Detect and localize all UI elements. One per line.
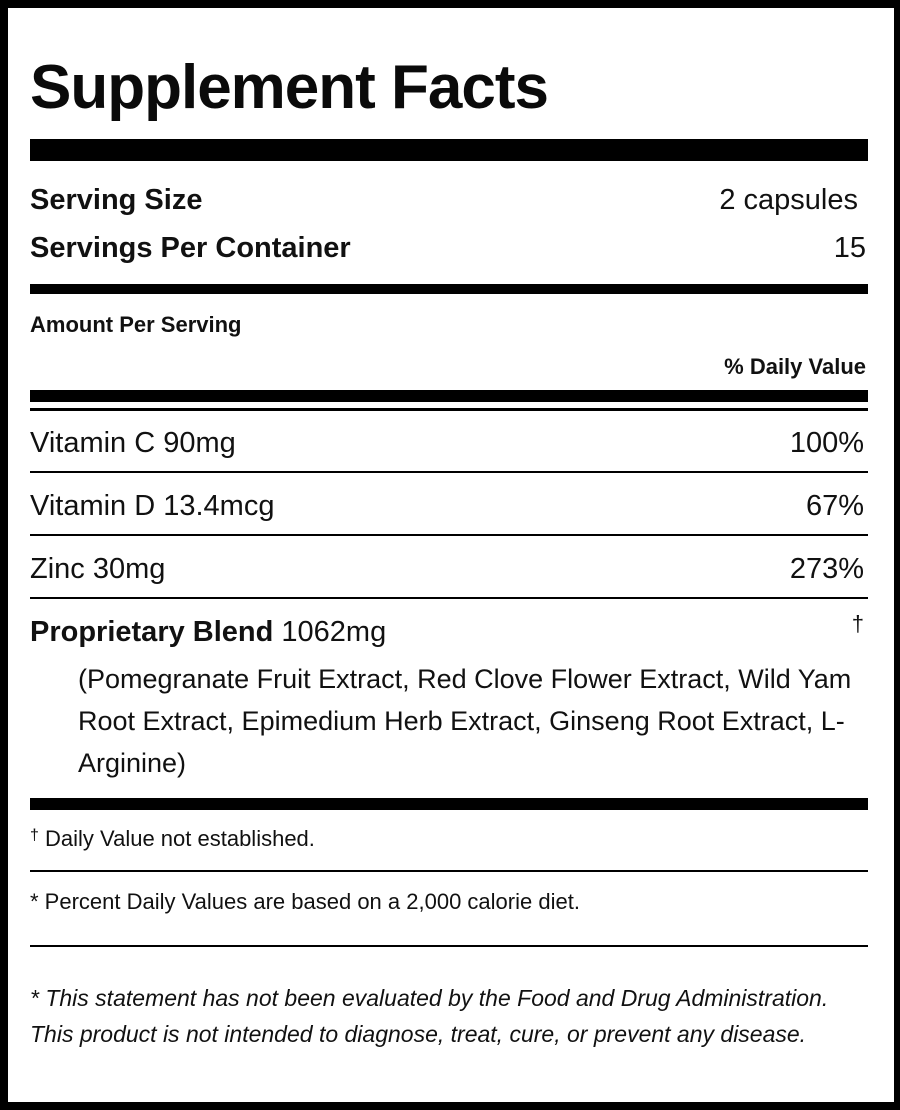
supplement-facts-panel: [8, 8, 894, 1102]
nutrient-name: Zinc 30mg: [30, 552, 166, 585]
blend-dagger-symbol: †: [851, 611, 864, 636]
nutrient-divider: [30, 471, 868, 473]
blend-name: Proprietary Blend: [30, 615, 274, 648]
thick-divider-top: [30, 139, 868, 161]
footnote-divider: [30, 945, 868, 947]
footnote-dagger: [30, 826, 868, 856]
serving-size-row: [30, 180, 868, 220]
blend-ingredients: (Pomegranate Fruit Extract, Red Clove Flower Extract, Wild Yam Root Extract, Epimedium Herb Extract, Ginseng Root Extract, L-Arginine): [78, 664, 852, 778]
nutrient-name: Vitamin D 13.4mcg: [30, 489, 275, 522]
page-title: Supplement Facts: [30, 53, 548, 122]
medium-divider: [30, 284, 868, 294]
thick-divider-bottom: [30, 798, 868, 810]
nutrient-name: Vitamin C 90mg: [30, 426, 236, 459]
thick-divider-nutrients: [30, 390, 868, 402]
daily-value-header-row: [30, 352, 868, 382]
nutrient-row: [30, 422, 868, 464]
servings-per-container-label: Servings Per Container: [30, 231, 351, 264]
fda-disclaimer: * This statement has not been evaluated by the Food and Drug Administration. This product is not intended to diagnose, treat, cure, or prevent any disease.: [30, 985, 829, 1047]
amount-per-serving-heading: Amount Per Serving: [30, 312, 242, 337]
servings-per-container-row: [30, 228, 868, 268]
thin-divider-nutrients: [30, 408, 868, 411]
nutrient-divider: [30, 534, 868, 536]
footnote-divider: [30, 870, 868, 872]
footnote-dagger-symbol: †: [30, 827, 39, 844]
blend-amount: 1062mg: [281, 615, 387, 648]
proprietary-blend-row: [30, 611, 868, 653]
servings-per-container-value: 15: [833, 231, 866, 264]
nutrient-daily-value: 273%: [789, 552, 864, 585]
serving-size-value: 2 capsules: [719, 183, 858, 216]
nutrient-row: [30, 548, 868, 590]
footnote-percent: * Percent Daily Values are based on a 2,000 calorie diet.: [30, 889, 580, 914]
nutrient-daily-value: 100%: [789, 426, 864, 459]
daily-value-header: % Daily Value: [724, 354, 866, 379]
nutrient-row: [30, 485, 868, 527]
serving-size-label: Serving Size: [30, 183, 203, 216]
amount-per-serving-row: [30, 310, 868, 340]
footnote-dagger-text: Daily Value not established.: [45, 826, 315, 851]
proprietary-blend: [30, 616, 386, 649]
nutrient-divider: [30, 597, 868, 599]
nutrient-daily-value: 67%: [805, 489, 864, 522]
